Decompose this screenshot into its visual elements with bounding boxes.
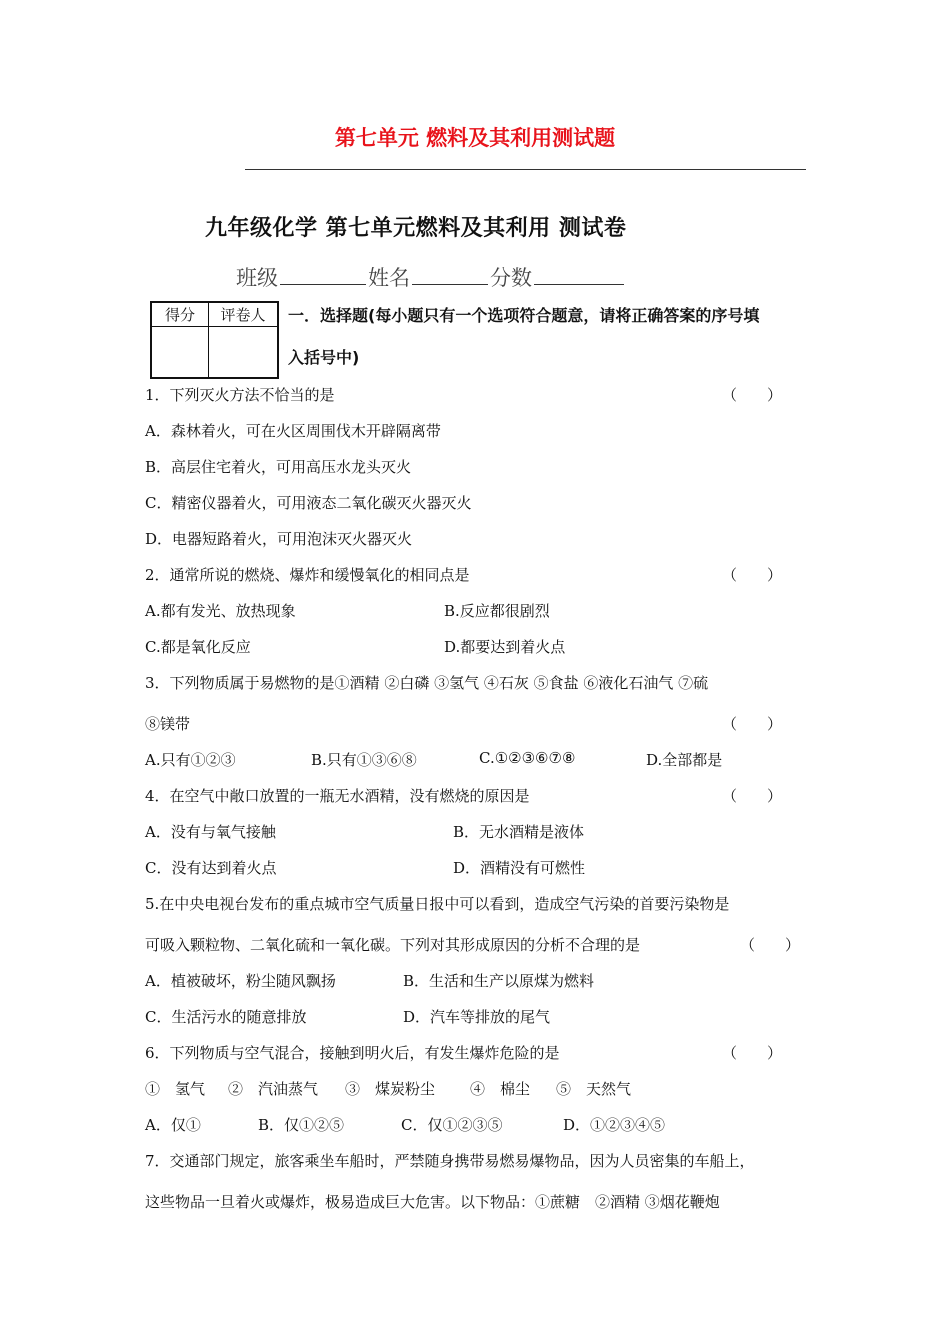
q3-answer-paren: （ ）: [722, 715, 783, 733]
q4-option-a: A．没有与氧气接触: [145, 823, 276, 841]
q1-option-a: A．森林着火，可在火区周围伐木开辟隔离带: [145, 422, 441, 440]
q1-stem: 1．下列灭火方法不恰当的是: [145, 386, 335, 404]
class-blank: [280, 264, 366, 285]
q6-option-d: D．①②③④⑤: [563, 1116, 666, 1134]
q3-option-c: C.①②③⑥⑦⑧: [479, 749, 576, 767]
score-cell: [151, 326, 209, 378]
q7-stem-line1: 7．交通部门规定，旅客乘坐车船时，严禁随身携带易燃易爆物品，因为人员密集的车船上，: [145, 1152, 755, 1170]
q4-answer-paren: （ ）: [722, 787, 783, 805]
q6-option-c: C．仅①②③⑤: [401, 1116, 503, 1134]
q2-option-d: D.都要达到着火点: [444, 638, 566, 656]
q5-answer-paren: （ ）: [740, 936, 801, 954]
grader-header: 评卷人: [209, 302, 279, 326]
q4-stem: 4．在空气中敞口放置的一瓶无水酒精，没有燃烧的原因是: [145, 787, 530, 805]
q1-option-b: B．高层住宅着火，可用高压水龙头灭火: [145, 458, 412, 476]
title-divider: [245, 169, 806, 170]
q4-option-c: C．没有达到着火点: [145, 859, 277, 877]
score-label: 分数: [490, 266, 532, 290]
score-blank: [534, 264, 624, 285]
q2-stem: 2．通常所说的燃烧、爆炸和缓慢氧化的相同点是: [145, 566, 470, 584]
q3-option-b: B.只有①③⑥⑧: [311, 751, 417, 769]
name-blank: [412, 264, 488, 285]
q6-option-a: A．仅①: [145, 1116, 201, 1134]
q3-stem-line2: ⑧镁带: [145, 715, 191, 733]
q5-option-a: A．植被破坏，粉尘随风飘扬: [145, 972, 336, 990]
q1-option-d: D．电器短路着火，可用泡沫灭火器灭火: [145, 530, 413, 548]
q6-item: ⑤ 天然气: [556, 1080, 632, 1098]
class-label: 班级: [236, 266, 278, 290]
q2-option-b: B.反应都很剧烈: [444, 602, 550, 620]
q6-item: ③ 煤炭粉尘: [345, 1080, 436, 1098]
q3-option-a: A.只有①②③: [145, 751, 236, 769]
q6-item: ④ 棉尘: [470, 1080, 531, 1098]
q2-answer-paren: （ ）: [722, 566, 783, 584]
section-heading-line1: 一．选择题(每小题只有一个选项符合题意，请将正确答案的序号填: [288, 306, 760, 325]
q7-stem-line2: 这些物品一旦着火或爆炸，极易造成巨大危害。以下物品：①蔗糖 ②酒精 ③烟花鞭炮: [145, 1193, 720, 1211]
q4-option-b: B．无水酒精是液体: [453, 823, 585, 841]
q5-stem-line2: 可吸入颗粒物、二氧化硫和一氧化碳。下列对其形成原因的分析不合理的是: [145, 936, 641, 954]
q3-stem-line1: 3．下列物质属于易燃物的是①酒精 ②白磷 ③氢气 ④石灰 ⑤食盐 ⑥液化石油气 ⑦硫: [145, 674, 709, 692]
grader-cell: [209, 326, 279, 378]
q5-option-c: C．生活污水的随意排放: [145, 1008, 307, 1026]
q2-option-c: C.都是氧化反应: [145, 638, 251, 656]
q6-stem: 6．下列物质与空气混合，接触到明火后，有发生爆炸危险的是: [145, 1044, 560, 1062]
q1-answer-paren: （ ）: [722, 386, 783, 404]
q5-stem-line1: 5.在中央电视台发布的重点城市空气质量日报中可以看到，造成空气污染的首要污染物是: [145, 895, 730, 913]
q6-option-b: B．仅①②⑤: [258, 1116, 345, 1134]
name-label: 姓名: [368, 266, 410, 290]
score-header: 得分: [151, 302, 209, 326]
q6-item: ② 汽油蒸气: [228, 1080, 319, 1098]
q3-option-d: D.全部都是: [646, 751, 723, 769]
student-info-line: [236, 262, 626, 292]
q5-option-b: B．生活和生产以原煤为燃料: [403, 972, 595, 990]
q4-option-d: D．酒精没有可燃性: [453, 859, 586, 877]
q6-answer-paren: （ ）: [722, 1044, 783, 1062]
q2-option-a: A.都有发光、放热现象: [145, 602, 296, 620]
score-table: [150, 301, 279, 379]
exam-subtitle: 九年级化学 第七单元燃料及其利用 测试卷: [205, 216, 627, 241]
q5-option-d: D．汽车等排放的尾气: [403, 1008, 551, 1026]
document-title: 第七单元 燃料及其利用测试题: [334, 126, 616, 150]
q6-item: ① 氢气: [145, 1080, 206, 1098]
section-heading-line2: 入括号中): [288, 348, 360, 367]
q1-option-c: C．精密仪器着火，可用液态二氧化碳灭火器灭火: [145, 494, 472, 512]
